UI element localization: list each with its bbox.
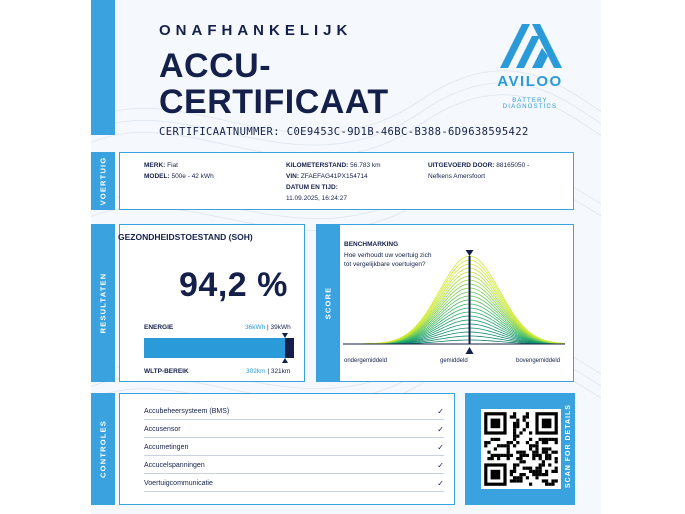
benchmark-bell-chart: [343, 250, 565, 358]
logo-name: AVILOO: [497, 73, 563, 90]
bell-curve-line: [343, 256, 565, 344]
controls-side-strip: [91, 393, 115, 505]
certificate-number: [159, 126, 529, 138]
wltp-label: WLTP-BEREIK: [144, 368, 189, 375]
results-side-strip: [91, 224, 115, 382]
vehicle-col-1: [144, 160, 214, 182]
check-icon: ✓: [437, 479, 444, 488]
soh-marker-top-icon: [282, 333, 288, 338]
header-title-line2: CERTIFICAAT: [159, 83, 389, 121]
results-section-label: RESULTATEN: [98, 272, 108, 334]
vehicle-performed-name: Nefkens Amersfoort: [428, 173, 486, 180]
check-icon: ✓: [437, 425, 444, 434]
control-label: Accusensor: [144, 426, 181, 433]
control-row: [144, 478, 444, 492]
qr-label: SCAN FOR DETAILS: [565, 404, 572, 488]
vehicle-performed-by: UITGEVOERD DOOR: 88165050 -: [428, 162, 530, 169]
header-side-strip: [91, 0, 115, 135]
vehicle-mileage: KILOMETERSTAND: 56.783 km: [286, 162, 381, 169]
vehicle-date-label: DATUM EN TIJD:: [286, 184, 338, 191]
control-label: Accubeheersysteem (BMS): [144, 408, 230, 415]
control-row: [144, 406, 444, 420]
soh-marker-bottom-icon: [282, 358, 288, 363]
control-row: [144, 460, 444, 474]
certificate-page: [91, 0, 601, 514]
header-title: [159, 48, 389, 120]
control-row: [144, 442, 444, 456]
controls-section-label: CONTROLES: [98, 420, 108, 478]
qr-code[interactable]: [481, 409, 561, 489]
axis-mid-label: gemiddeld: [440, 358, 468, 364]
vehicle-col-2: [286, 160, 381, 204]
energy-label: ENERGIE: [144, 324, 174, 331]
check-icon: ✓: [437, 461, 444, 470]
aviloo-logo-mark-icon: [486, 20, 574, 72]
soh-value: 94,2 %: [179, 266, 288, 304]
qr-panel[interactable]: [465, 393, 575, 505]
control-label: Accumetingen: [144, 444, 189, 451]
certificate-value: C0E9453C-9D1B-46BC-B388-6D9638595422: [286, 126, 529, 138]
axis-low-label: ondergemiddeld: [344, 358, 388, 364]
soh-bar-fill: [144, 338, 285, 358]
wltp-values: 302km | 321km: [246, 368, 291, 375]
benchmark-marker-bottom-icon: [466, 347, 474, 354]
energy-max: 39kWh: [270, 324, 291, 331]
bell-curve-line: [343, 264, 565, 344]
axis-high-label: bovengemiddeld: [516, 358, 561, 364]
header-subtitle: ONAFHANKELIJK: [159, 22, 353, 39]
soh-bar: [144, 338, 294, 358]
energy-current: 36kWh: [245, 324, 266, 331]
vehicle-card: [119, 152, 574, 210]
benchmark-marker-top-icon: [466, 250, 474, 256]
benchmark-title: BENCHMARKING: [344, 241, 399, 248]
vehicle-side-strip: [91, 152, 115, 210]
control-row: [144, 424, 444, 438]
energy-values: 36kWh | 39kWh: [245, 324, 291, 331]
certificate-label: CERTIFICAATNUMMER:: [159, 126, 280, 138]
score-side-strip: [316, 224, 340, 382]
qr-code-icon: [481, 409, 561, 489]
score-section-label: SCORE: [323, 286, 333, 320]
vehicle-date: 11.09.2025, 16:24:27: [286, 195, 347, 202]
vehicle-col-3: [428, 160, 529, 182]
vehicle-brand: MERK: Fiat: [144, 162, 178, 169]
wltp-current: 302km: [246, 368, 266, 375]
control-label: Voertuigcommunicatie: [144, 480, 213, 487]
vehicle-section-label: VOERTUIG: [98, 156, 108, 206]
control-label: Accucelspanningen: [144, 462, 205, 469]
wltp-max: 321km: [270, 368, 291, 375]
aviloo-logo: [486, 20, 596, 110]
benchmark-question: Hoe verhoudt uw voertuig zich tot vergelijkbare voertuigen?: [344, 252, 432, 268]
soh-title: GEZONDHEIDSTOESTAND (SOH): [118, 232, 253, 242]
bell-curve-lines: [343, 256, 565, 344]
check-icon: ✓: [437, 443, 444, 452]
logo-tagline: BATTERY DIAGNOSTICS: [502, 98, 558, 110]
check-icon: ✓: [437, 407, 444, 416]
header-title-line1: ACCU-: [159, 47, 272, 85]
vehicle-vin: VIN: ZFAEFAG41PX154714: [286, 173, 368, 180]
vehicle-model: MODEL: 500e - 42 kWh: [144, 173, 214, 180]
